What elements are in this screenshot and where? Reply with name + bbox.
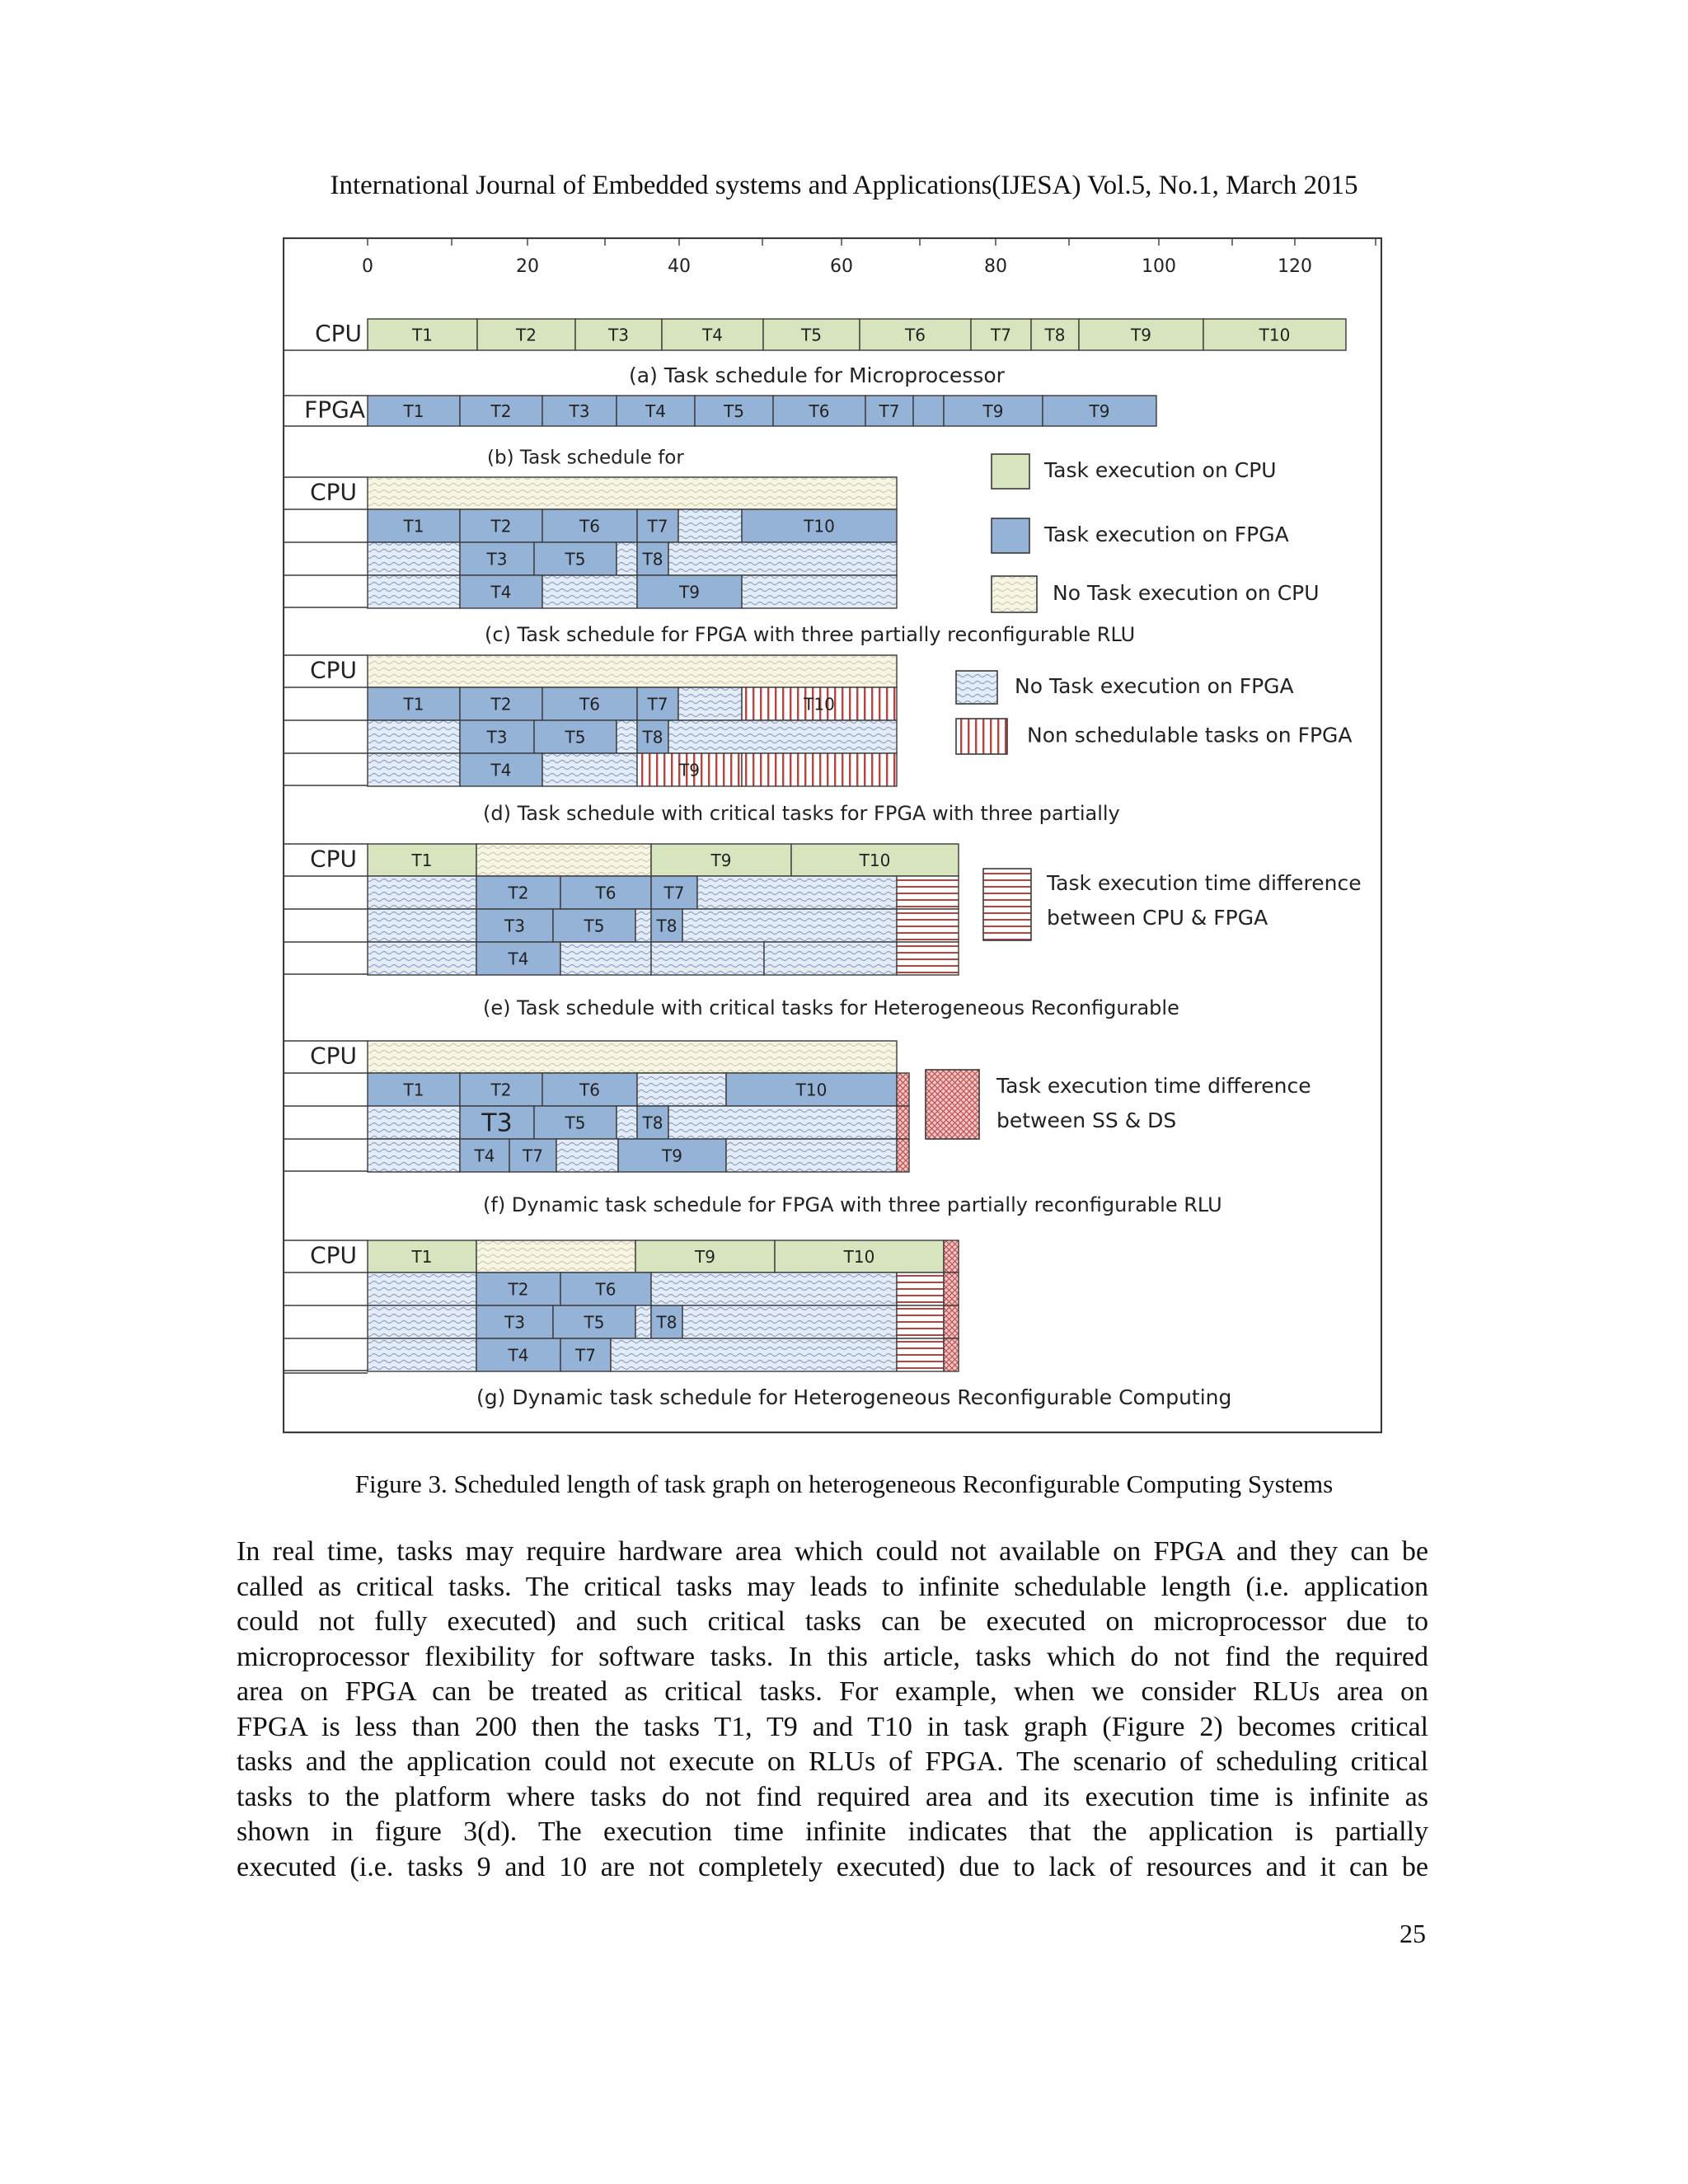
rlu-segment <box>682 1305 897 1338</box>
rlu-segment <box>368 909 476 942</box>
body-line: microprocessor flexibility for software tasks. In this article, tasks which do not find the required <box>237 1641 1428 1672</box>
task-label: T7 <box>575 1345 596 1366</box>
rlu-segment <box>651 942 764 975</box>
gantt-figure <box>283 237 1382 1439</box>
row-label-cpu: CPU <box>310 845 357 873</box>
legend-cpu-fpga-diff-label: between CPU & FPGA <box>1047 906 1268 930</box>
task-label: T9 <box>710 851 732 870</box>
cpu-segment <box>944 1240 959 1272</box>
rlu-segment <box>944 1338 959 1371</box>
task-label: T6 <box>595 1279 617 1300</box>
task-label: T9 <box>982 401 1004 421</box>
body-line: tasks to the platform where tasks do not find required area and its execution time is infinite as <box>237 1781 1428 1812</box>
task-label: T8 <box>642 549 663 569</box>
body-paragraph <box>237 1535 1428 1885</box>
task-label: T3 <box>486 727 508 748</box>
task-label: T1 <box>403 401 424 421</box>
body-line: shown in figure 3(d). The execution time infinite indicates that the application is partially <box>237 1816 1428 1847</box>
cpu-segment <box>368 477 897 509</box>
task-label: T3 <box>608 325 629 345</box>
subcaption-b: (b) Task schedule for <box>487 447 684 469</box>
rlu-segment <box>368 542 460 575</box>
rlu-segment <box>726 1139 897 1172</box>
task-label: T1 <box>411 851 433 870</box>
rlu-segment <box>635 909 651 942</box>
task-label: T9 <box>679 760 700 780</box>
rlu-segment <box>897 1305 944 1338</box>
task-label: T1 <box>403 1080 424 1100</box>
task-label: T5 <box>801 325 822 345</box>
task-label: T6 <box>905 325 926 345</box>
task-label: T9 <box>662 1146 682 1166</box>
task-label: T5 <box>584 916 605 936</box>
task-label: T6 <box>579 694 600 715</box>
task-label: T2 <box>490 516 512 537</box>
task-label: T1 <box>403 694 424 715</box>
axis-tick-label: 0 <box>362 256 373 277</box>
task-label: T5 <box>724 401 744 421</box>
task-label: T3 <box>569 401 590 421</box>
task-label: T7 <box>991 325 1011 345</box>
subcaption-f: (f) Dynamic task schedule for FPGA with three partially reconfigurable RLU <box>483 1193 1222 1216</box>
legend-ss-ds-diff-swatch <box>926 1070 979 1139</box>
task-label: T3 <box>504 1312 525 1333</box>
task-label: T8 <box>642 1113 663 1133</box>
axis-tick-label: 60 <box>830 256 853 277</box>
axis-tick-label: 40 <box>668 256 691 277</box>
task-label: T1 <box>411 1247 433 1267</box>
rlu-segment <box>668 542 897 575</box>
cpu-segment <box>476 844 651 876</box>
legend-idle-cpu-swatch <box>992 576 1037 612</box>
task-label: T10 <box>1259 325 1291 345</box>
legend-cpu-fpga-diff-swatch <box>983 869 1031 940</box>
rlu-segment <box>560 942 651 975</box>
rlu-segment <box>611 1338 897 1371</box>
task-label: T7 <box>663 883 685 903</box>
task-label: T6 <box>809 401 830 421</box>
running-header: International Journal of Embedded systems and Applications(IJESA) Vol.5, No.1, March 2015 <box>330 171 1358 200</box>
task-label: T8 <box>656 916 678 936</box>
task-label: T3 <box>486 549 508 569</box>
rlu-segment <box>368 753 460 786</box>
rlu-segment <box>764 942 897 975</box>
task-label: T5 <box>565 727 586 748</box>
rlu-segment <box>668 1106 897 1139</box>
rlu-segment <box>617 542 637 575</box>
rlu-segment <box>542 753 637 786</box>
legend-non-schedulable-label: Non schedulable tasks on FPGA <box>1027 723 1353 748</box>
row-label-fpga: FPGA <box>304 396 365 424</box>
axis-tick-label: 100 <box>1142 256 1176 277</box>
task-label: T10 <box>859 851 891 870</box>
task-label: T2 <box>490 694 512 715</box>
task-label: T4 <box>702 325 723 345</box>
task-label: T10 <box>843 1247 875 1267</box>
task-label: T3 <box>481 1108 513 1138</box>
subcaption-g: (g) Dynamic task schedule for Heterogeneous Reconfigurable Computing <box>476 1385 1232 1409</box>
gantt-figure-svg <box>283 237 1382 1435</box>
legend-cpu-label: Task execution on CPU <box>1044 458 1277 482</box>
rlu-segment <box>617 1106 637 1139</box>
cpu-segment <box>476 1240 635 1272</box>
rlu-segment <box>542 575 637 608</box>
rlu-segment <box>368 1139 460 1172</box>
task-label: T4 <box>508 949 529 969</box>
rlu-segment <box>368 942 476 975</box>
rlu-segment <box>556 1139 618 1172</box>
task-label: T5 <box>584 1312 605 1333</box>
body-line: executed (i.e. tasks 9 and 10 are not completely executed) due to lack of resources and it can be <box>237 1851 1428 1882</box>
legend-idle-fpga-label: No Task execution on FPGA <box>1015 674 1294 698</box>
row-label-cpu: CPU <box>310 1042 357 1070</box>
task-label: T4 <box>490 760 512 780</box>
rlu-segment <box>678 509 742 542</box>
subcaption-c: (c) Task schedule for FPGA with three partially reconfigurable RLU <box>485 623 1136 646</box>
row-label-cpu: CPU <box>310 656 357 684</box>
task-label: T5 <box>565 1113 586 1133</box>
axis-tick-label: 120 <box>1278 256 1312 277</box>
rlu-segment <box>897 1106 909 1139</box>
task-label: T7 <box>879 401 900 421</box>
rlu-segment <box>897 1272 944 1305</box>
task-label: T2 <box>508 1279 529 1300</box>
task-label: T6 <box>579 516 600 537</box>
body-line: area on FPGA can be treated as critical tasks. For example, when we consider RLUs area on <box>237 1676 1428 1707</box>
rlu-segment <box>742 753 897 786</box>
task-label: T1 <box>412 325 433 345</box>
rlu-segment <box>368 1272 476 1305</box>
task-label: T1 <box>403 516 424 537</box>
legend-cpu-swatch <box>992 454 1029 489</box>
rlu-segment <box>368 720 460 753</box>
task-label: T4 <box>474 1146 495 1166</box>
task-label: T4 <box>508 1345 529 1366</box>
task-label: T9 <box>695 1247 715 1267</box>
body-line: tasks and the application could not execute on RLUs of FPGA. The scenario of scheduling critical <box>237 1746 1428 1777</box>
task-label: T9 <box>1131 325 1151 345</box>
rlu-segment <box>368 1338 476 1371</box>
task-label: T2 <box>516 325 537 345</box>
task-label: T7 <box>647 694 668 715</box>
rlu-segment <box>697 876 897 909</box>
rlu-segment <box>368 575 460 608</box>
fpga-segment <box>913 396 944 426</box>
rlu-segment <box>635 1305 651 1338</box>
task-label: T5 <box>565 549 586 569</box>
page-number: 25 <box>1400 1919 1426 1948</box>
rlu-segment <box>637 1073 726 1106</box>
task-label: T2 <box>508 883 529 903</box>
rlu-segment <box>368 1106 460 1139</box>
axis-tick-label: 80 <box>984 256 1007 277</box>
rlu-segment <box>944 1272 959 1305</box>
task-label: T4 <box>490 582 512 602</box>
legend-non-schedulable-swatch <box>956 719 1007 754</box>
subcaption-e: (e) Task schedule with critical tasks for Heterogeneous Reconfigurable <box>483 996 1179 1019</box>
rlu-segment <box>742 575 897 608</box>
task-label: T10 <box>795 1080 828 1100</box>
rlu-segment <box>897 942 959 975</box>
task-label: T7 <box>647 516 668 537</box>
task-label: T8 <box>642 727 663 748</box>
legend-ss-ds-diff-label: Task execution time difference <box>996 1074 1311 1098</box>
task-label: T9 <box>679 582 700 602</box>
rlu-segment <box>678 687 742 720</box>
task-label: T6 <box>579 1080 600 1100</box>
axis-tick-label: 20 <box>516 256 539 277</box>
task-label: T4 <box>645 401 666 421</box>
rlu-segment <box>897 876 959 909</box>
legend-ss-ds-diff-label: between SS & DS <box>996 1108 1177 1132</box>
rlu-segment <box>897 909 959 942</box>
task-label: T8 <box>656 1312 678 1333</box>
rlu-segment <box>944 1305 959 1338</box>
body-line: In real time, tasks may require hardware area which could not available on FPGA and they can be <box>237 1536 1428 1567</box>
row-label-cpu: CPU <box>315 320 362 347</box>
body-line: called as critical tasks. The critical tasks may leads to infinite schedulable length (i.e. application <box>237 1571 1428 1602</box>
body-line: FPGA is less than 200 then the tasks T1, T9 and T10 in task graph (Figure 2) becomes critical <box>237 1711 1428 1742</box>
body-line: could not fully executed) and such critical tasks can be executed on microprocessor due to <box>237 1606 1428 1637</box>
task-label: T7 <box>523 1146 543 1166</box>
rlu-segment <box>897 1073 909 1106</box>
cpu-segment <box>368 1041 897 1073</box>
rlu-segment <box>368 876 476 909</box>
rlu-segment <box>668 720 897 753</box>
task-label: T9 <box>1089 401 1110 421</box>
rlu-segment <box>682 909 897 942</box>
figure-caption: Figure 3. Scheduled length of task graph on heterogeneous Reconfigurable Computing Systems <box>354 1469 1334 1498</box>
task-label: T3 <box>504 916 525 936</box>
subcaption-a: (a) Task schedule for Microprocessor <box>629 363 1005 387</box>
task-label: T6 <box>595 883 617 903</box>
task-label: T10 <box>804 694 835 715</box>
legend-fpga-swatch <box>992 518 1029 553</box>
legend-idle-fpga-swatch <box>956 671 997 704</box>
cpu-segment <box>368 655 897 687</box>
row-label-cpu: CPU <box>310 478 357 506</box>
subcaption-d: (d) Task schedule with critical tasks for FPGA with three partially <box>483 802 1120 825</box>
legend-idle-cpu-label: No Task execution on CPU <box>1053 581 1320 605</box>
legend-cpu-fpga-diff-label: Task execution time difference <box>1047 871 1362 895</box>
rlu-segment <box>368 1305 476 1338</box>
rlu-segment <box>617 720 637 753</box>
legend-fpga-label: Task execution on FPGA <box>1044 523 1289 546</box>
rlu-segment <box>897 1338 944 1371</box>
rlu-segment <box>651 1272 897 1305</box>
row-label-cpu: CPU <box>310 1241 357 1269</box>
task-label: T2 <box>490 1080 512 1100</box>
rlu-segment <box>897 1139 909 1172</box>
task-label: T10 <box>804 516 835 537</box>
task-label: T2 <box>490 401 512 421</box>
task-label: T8 <box>1044 325 1066 345</box>
